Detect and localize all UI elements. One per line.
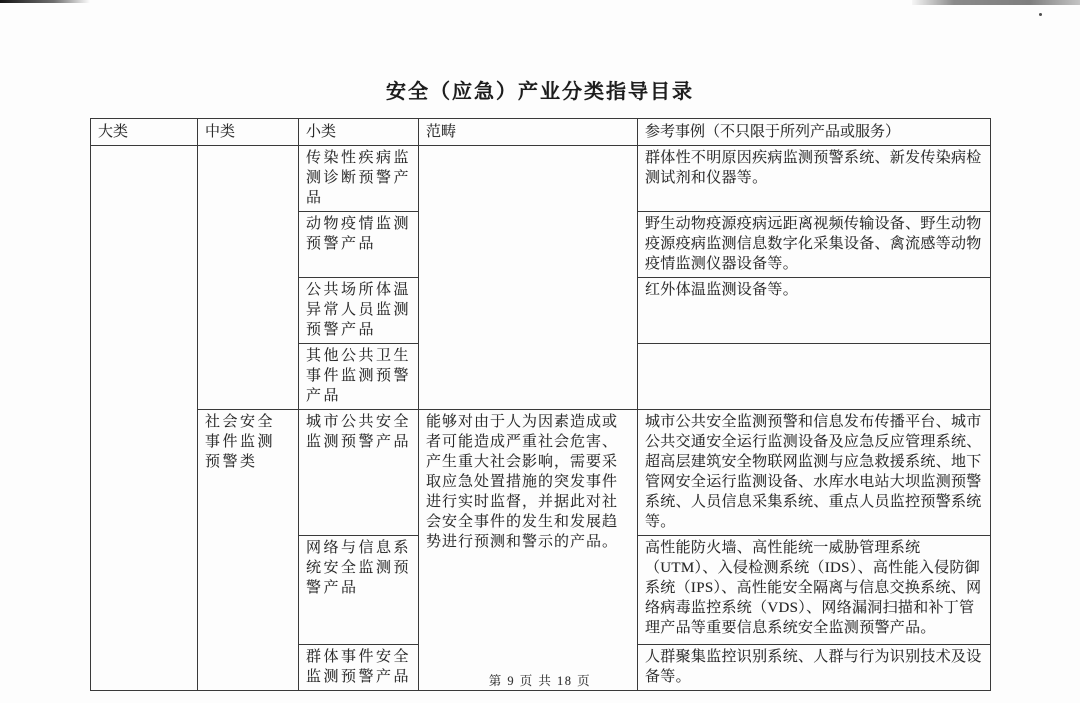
column-header-major-category: 大类 xyxy=(91,119,198,146)
examples-cell xyxy=(638,344,991,410)
examples-cell: 高性能防火墙、高性能统一威胁管理系统（UTM）、入侵检测系统（IDS）、高性能入侵防御系统（IPS）、高性能安全隔离与信息交换系统、网络病毒监控系统（VDS）、网络漏洞扫描和补丁管理产品等重要信息系统安全监测预警产品。 xyxy=(638,536,991,645)
column-header-middle-category: 中类 xyxy=(198,119,299,146)
sub-category-cell: 公共场所体温异常人员监测预警产品 xyxy=(299,278,419,344)
scope-cell: 能够对由于人为因素造成或者可能造成严重社会危害、产生重大社会影响，需要采取应急处置措施的突发事件进行实时监督，并据此对社会安全事件的发生和发展趋势进行预测和警示的产品。 xyxy=(419,410,638,691)
column-header-sub-category: 小类 xyxy=(299,119,419,146)
scan-speck-artifact xyxy=(1039,13,1042,16)
sub-category-cell: 城市公共安全监测预警产品 xyxy=(299,410,419,536)
middle-category-cell-continued xyxy=(198,146,299,410)
sub-category-cell: 群体事件安全监测预警产品 xyxy=(299,645,419,691)
examples-cell: 野生动物疫源疫病远距离视频传输设备、野生动物疫源疫病监测信息数字化采集设备、禽流感等动物疫情监测仪器设备等。 xyxy=(638,212,991,278)
examples-cell: 城市公共安全监测预警和信息发布传播平台、城市公共交通安全运行监测设备及应急反应管理系统、超高层建筑安全物联网监测与应急救援系统、地下管网安全运行监测设备、水库水电站大坝监测预警系统、人员信息采集系统、重点人员监控预警系统等。 xyxy=(638,410,991,536)
sub-category-cell: 网络与信息系统安全监测预警产品 xyxy=(299,536,419,645)
table-row xyxy=(91,146,991,212)
column-header-examples: 参考事例（不只限于所列产品或服务） xyxy=(638,119,991,146)
examples-cell: 人群聚集监控识别系统、人群与行为识别技术及设备等。 xyxy=(638,645,991,691)
examples-cell: 群体性不明原因疾病监测预警系统、新发传染病检测试剂和仪器等。 xyxy=(638,146,991,212)
table-header-row xyxy=(91,119,991,146)
sub-category-cell: 动物疫情监测预警产品 xyxy=(299,212,419,278)
document-title: 安全（应急）产业分类指导目录 xyxy=(386,81,694,103)
sub-category-cell: 其他公共卫生事件监测预警产品 xyxy=(299,344,419,410)
major-category-cell xyxy=(91,146,198,691)
classification-table xyxy=(90,118,991,691)
page-number-footer: 第 9 页 共 18 页 xyxy=(488,674,592,688)
examples-cell: 红外体温监测设备等。 xyxy=(638,278,991,344)
middle-category-cell: 社会安全事件监测预警类 xyxy=(198,410,299,691)
scan-edge-artifact-right xyxy=(912,0,1080,5)
scan-edge-artifact-left xyxy=(0,0,90,3)
sub-category-cell: 传染性疾病监测诊断预警产品 xyxy=(299,146,419,212)
scope-cell-continued xyxy=(419,146,638,410)
table-row xyxy=(91,410,991,536)
column-header-scope: 范畴 xyxy=(419,119,638,146)
